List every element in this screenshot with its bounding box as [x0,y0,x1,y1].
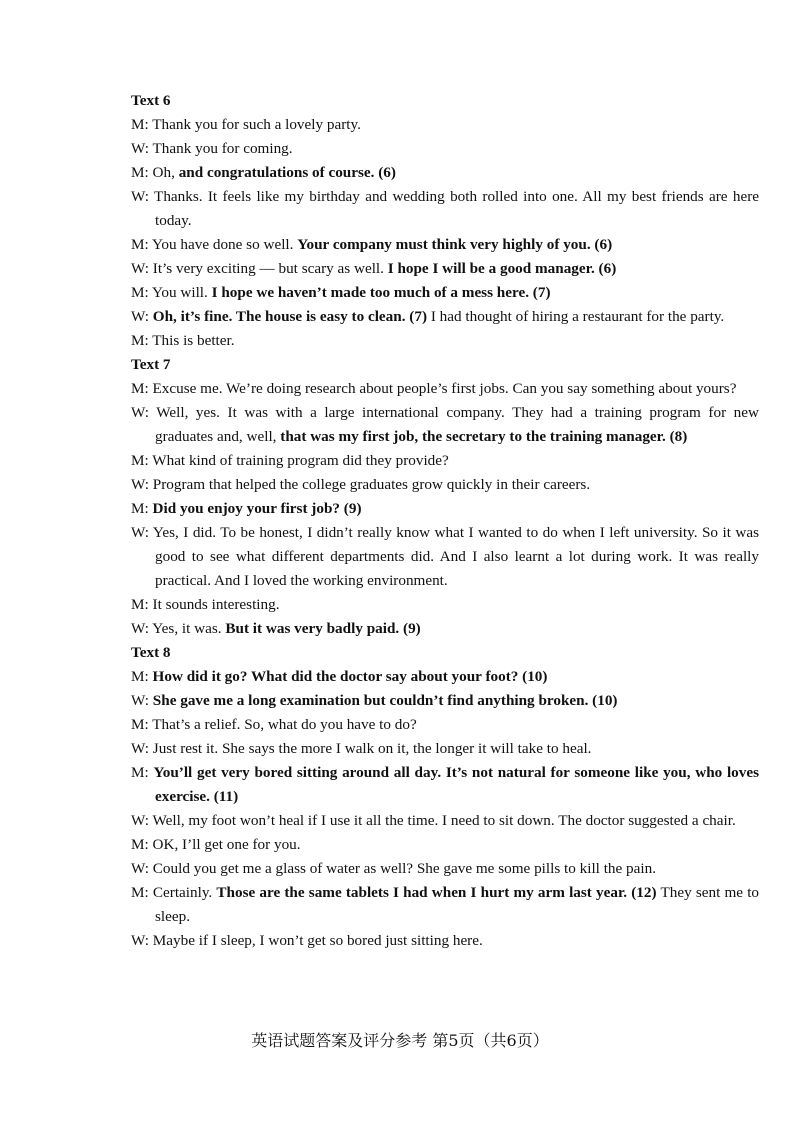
dialogue-line [131,161,759,185]
answer-highlight: Those are the same tablets I had when I hurt my arm last year. (12) [216,884,657,901]
dialogue-line [131,113,759,137]
speaker-label: W: [131,476,149,493]
dialogue-text: You will. [151,284,212,301]
speaker-label: W: [131,404,149,421]
speaker-label: M: [131,500,149,517]
dialogue-text: Oh, [152,164,179,181]
dialogue-text: Yes, I did. To be honest, I didn’t really know what I wanted to do when I left university. So it was good to see what different departments did. And I also learnt a lot during work. It was really practical. And I loved the working environment. [152,524,760,589]
dialogue-text: That’s a relief. So, what do you have to do? [152,716,417,733]
speaker-label: M: [131,764,149,781]
answer-highlight: Oh, it’s fine. The house is easy to clean. (7) [152,308,428,325]
dialogue-text: It’s very exciting — but scary as well. [152,260,388,277]
dialogue-text: They sent me to sleep. [155,884,760,925]
dialogue-line [131,713,759,737]
dialogue-text: What kind of training program did they provide? [152,452,449,469]
answer-highlight: She gave me a long examination but couldn’t find anything broken. (10) [152,692,618,709]
dialogue-text: Certainly. [152,884,217,901]
dialogue-line [131,281,759,305]
dialogue-line [131,257,759,281]
speaker-label: W: [131,812,149,829]
answer-highlight: You’ll get very bored sitting around all day. It’s not natural for someone like you, who loves exercise. (11) [153,764,760,805]
answer-highlight: Did you enjoy your first job? (9) [152,500,362,517]
dialogue-text: It sounds interesting. [152,596,280,613]
dialogue-line [131,761,759,809]
speaker-label: M: [131,116,149,133]
dialogue-line [131,305,759,329]
speaker-label: M: [131,884,149,901]
dialogue-text: Thanks. It feels like my birthday and wedding both rolled into one. All my best friends are here today. [154,188,759,229]
dialogue-line [131,737,759,761]
speaker-label: W: [131,308,149,325]
dialogue-line [131,809,759,833]
dialogue-text: Maybe if I sleep, I won’t get so bored just sitting here. [152,932,483,949]
speaker-label: W: [131,740,149,757]
speaker-label: M: [131,236,149,253]
dialogue-text: Just rest it. She says the more I walk on it, the longer it will take to heal. [152,740,592,757]
answer-highlight: and congratulations of course. (6) [178,164,396,181]
answer-highlight: But it was very badly paid. (9) [225,620,421,637]
speaker-label: W: [131,692,149,709]
section-heading: Text 8 [131,644,171,661]
dialogue-text: Thank you for such a lovely party. [152,116,361,133]
dialogue-line [131,473,759,497]
dialogue-text: Well, my foot won’t heal if I use it all the time. I need to sit down. The doctor suggested a chair. [152,812,736,829]
speaker-label: M: [131,164,149,181]
dialogue-text: Thank you for coming. [152,140,293,157]
dialogue-line [131,185,759,233]
section-heading: Text 7 [131,356,171,373]
speaker-label: M: [131,380,149,397]
dialogue-text: Excuse me. We’re doing research about people’s first jobs. Can you say something about yours? [152,380,737,397]
dialogue-line [131,857,759,881]
dialogue-text: Well, yes. It was with a large international company. They had a training program for new graduates and, well, [155,404,759,445]
speaker-label: M: [131,332,149,349]
answer-highlight: How did it go? What did the doctor say about your foot? (10) [152,668,548,685]
dialogue-line [131,521,759,593]
speaker-label: M: [131,596,149,613]
transcript-page [131,89,759,953]
answer-highlight: Your company must think very highly of you. (6) [297,236,613,253]
speaker-label: W: [131,620,149,637]
dialogue-line [131,833,759,857]
dialogue-line [131,449,759,473]
speaker-label: M: [131,716,149,733]
dialogue-text: Program that helped the college graduates grow quickly in their careers. [152,476,591,493]
speaker-label: M: [131,452,149,469]
dialogue-text: OK, I’ll get one for you. [152,836,301,853]
speaker-label: W: [131,260,149,277]
page-footer: 英语试题答案及评分参考 第5页（共6页） [251,1031,549,1050]
dialogue-text: You have done so well. [151,236,298,253]
dialogue-text: I had thought of hiring a restaurant for the party. [427,308,725,325]
dialogue-line [131,929,759,953]
dialogue-line [131,329,759,353]
dialogue-line [131,593,759,617]
speaker-label: W: [131,140,149,157]
dialogue-line [131,233,759,257]
dialogue-line [131,617,759,641]
answer-highlight: I hope we haven’t made too much of a mess here. (7) [211,284,551,301]
dialogue-line [131,497,759,521]
dialogue-line [131,401,759,449]
dialogue-line [131,689,759,713]
speaker-label: M: [131,284,149,301]
dialogue-line [131,881,759,929]
dialogue-line [131,377,759,401]
answer-highlight: that was my first job, the secretary to the training manager. (8) [280,428,688,445]
speaker-label: W: [131,932,149,949]
dialogue-text: Could you get me a glass of water as well? She gave me some pills to kill the pain. [152,860,656,877]
speaker-label: M: [131,668,149,685]
speaker-label: W: [131,524,149,541]
dialogue-line [131,665,759,689]
dialogue-text: This is better. [152,332,235,349]
speaker-label: W: [131,188,149,205]
section-heading: Text 6 [131,92,171,109]
dialogue-text: Yes, it was. [152,620,226,637]
dialogue-line [131,137,759,161]
answer-highlight: I hope I will be a good manager. (6) [387,260,617,277]
speaker-label: M: [131,836,149,853]
speaker-label: W: [131,860,149,877]
